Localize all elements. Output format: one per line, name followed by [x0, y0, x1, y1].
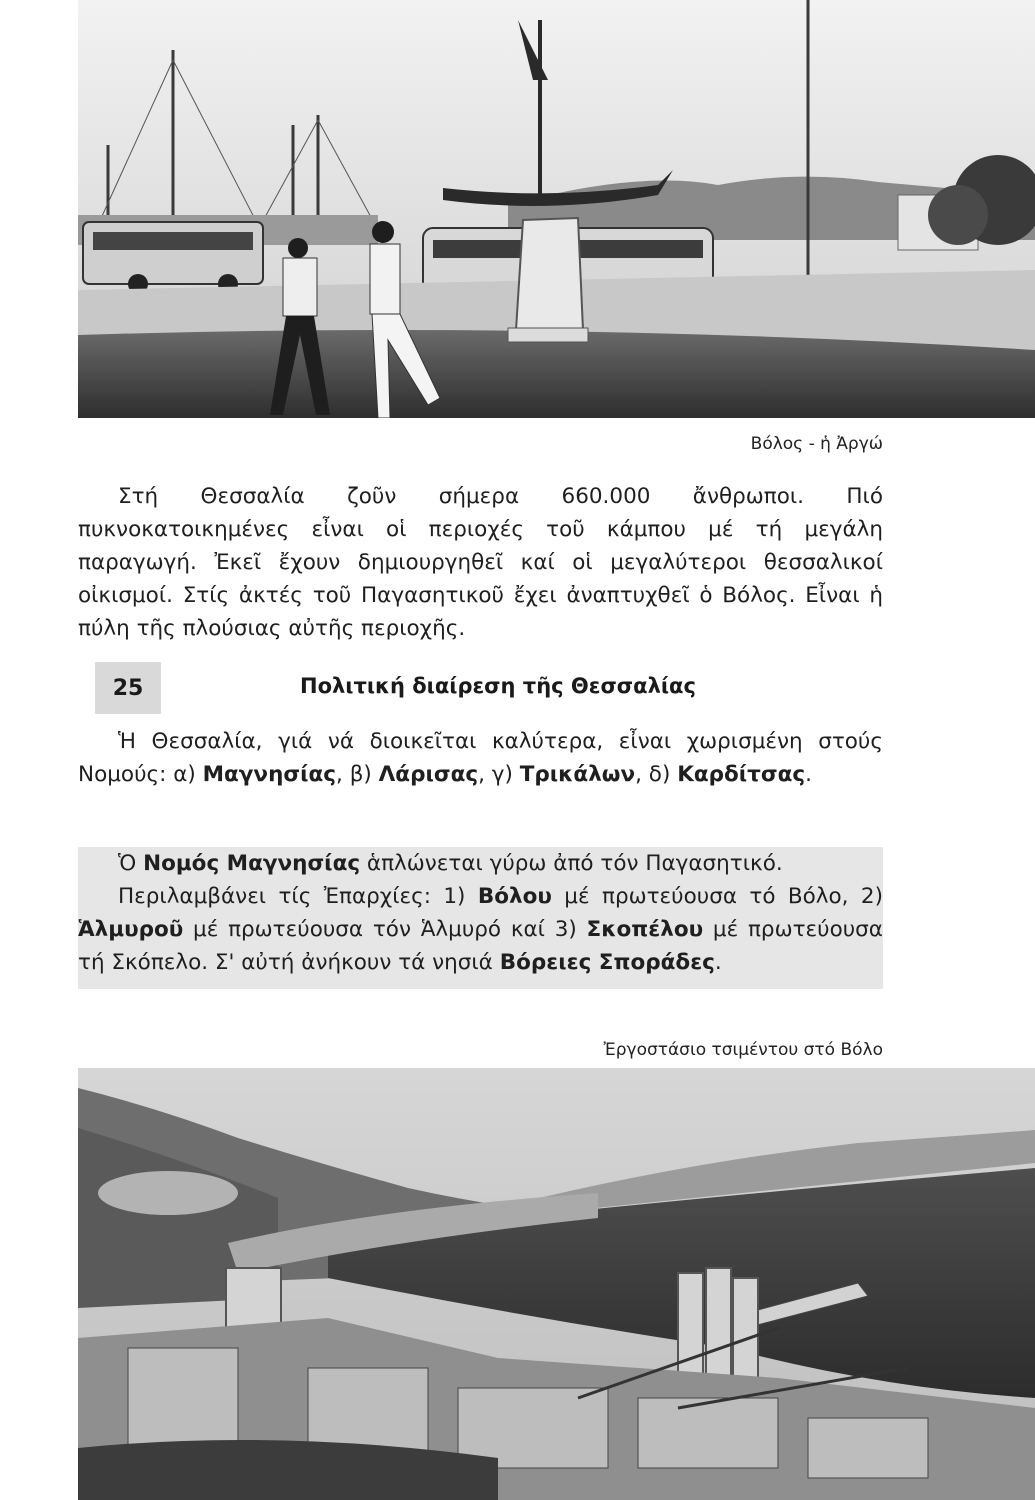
separator: , γ) [478, 762, 513, 787]
northern-sporades: Βόρειες Σποράδες [499, 950, 715, 975]
cement-factory-photo [78, 1068, 1035, 1500]
province-skopelos: Σκοπέλου [586, 917, 704, 942]
provinces-intro: Περιλαμβάνει τίς Ἐπαρχίες: 1) [118, 884, 466, 909]
separator: , δ) [635, 762, 671, 787]
top-photo-caption: Βόλος - ἡ Ἀργώ [750, 434, 883, 454]
intro-paragraph [78, 480, 883, 645]
prefecture-trikala: Τρικάλων [519, 762, 636, 787]
section-title: Πολιτική διαίρεση τῆς Θεσσαλίας [300, 674, 696, 698]
magnesia-post: ἁπλώνεται γύρω ἀπό τόν Παγασητικό. [366, 851, 783, 876]
prefecture-karditsa: Καρδίτσας [677, 762, 806, 787]
intro-text: Στή Θεσσαλία ζοῦν σήμερα 660.000 ἄνθρωποι. Πιό πυκνοκατοικημένες εἶναι οἱ περιοχές τοῦ κάμπου μέ τή μεγάλη παραγωγή. Ἐκεῖ ἔχουν δημιουργηθεῖ καί οἱ μεγαλύτεροι θεσσαλικοί οἰκισμοί. Στίς ἀκτές τοῦ Παγασητικοῦ ἔχει ἀναπτυχθεῖ ὁ Βόλος. Εἶναι ἡ πύλη τῆς πλούσιας αὐτῆς περιοχῆς. [78, 484, 883, 641]
magnesia-paragraph [78, 847, 883, 989]
province-almyros: Ἁλμυροῦ [78, 917, 184, 942]
section-heading [95, 662, 885, 714]
separator: , β) [336, 762, 372, 787]
argo-monument-photo [78, 0, 1035, 418]
magnesia-bold-title: Νομός Μαγνησίας [143, 851, 361, 876]
province-text: μέ πρωτεύουσα τό Βόλο, 2) [564, 884, 883, 909]
bottom-photo-caption: Ἐργοστάσιο τσιμέντου στό Βόλο [603, 1040, 883, 1060]
province-text: μέ πρωτεύουσα τόν Ἁλμυρό καί 3) [193, 917, 577, 942]
section-number: 25 [95, 662, 161, 714]
province-volos: Βόλου [477, 884, 552, 909]
prefectures-paragraph [78, 725, 883, 791]
prefecture-larisa: Λάρισας [378, 762, 479, 787]
prefectures-intro: Ἡ Θεσσαλία, γιά νά διοικεῖται καλύτερα, εἶναι χωρισμένη στούς Νομούς: α) [78, 729, 883, 787]
magnesia-pre: Ὁ [118, 851, 137, 876]
sentence-end: . [714, 950, 722, 975]
sentence-end: . [805, 762, 812, 787]
prefecture-magnesia: Μαγνησίας [202, 762, 337, 787]
province-text: μέ πρωτεύουσα τή Σκόπελο. Σ' αὐτή ἀνήκουν τά νησιά [78, 917, 883, 975]
